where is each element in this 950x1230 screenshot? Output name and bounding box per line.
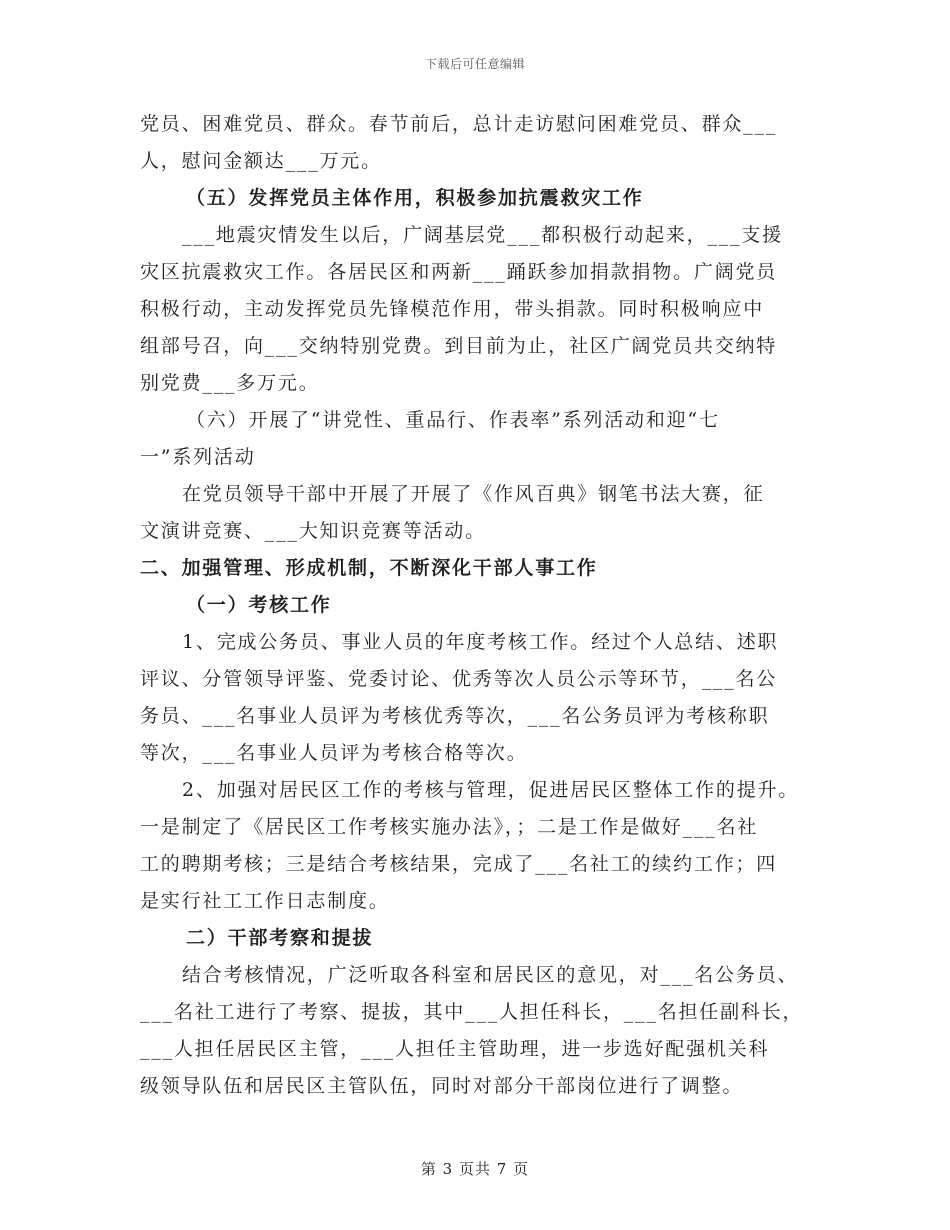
body-line: 是实行社工工作日志制度。 [140, 890, 390, 912]
body-line: ___人担任居民区主管，___人担任主管助理，进一步选好配强机关科 [140, 1038, 770, 1060]
paragraph-start: 结合考核情况，广泛听取各科室和居民区的意见，对___名公务员、 [182, 964, 799, 986]
body-line: 级领导队伍和居民区主管队伍，同时对部分干部岗位进行了调整。 [140, 1075, 744, 1097]
body-line: 评议、分管领导评鉴、党委讨论、优秀等次人员公示等环节，___名公 [140, 668, 778, 690]
body-line: 别党费___多万元。 [140, 372, 320, 394]
section-heading: 二）干部考察和提拔 [186, 927, 374, 949]
body-line: 组部号召，向___交纳特别党费。到目前为止，社区广阔党员共交纳特 [140, 335, 778, 357]
body-line: 灾区抗震救灾工作。各居民区和两新___踊跃参加捐款捐物。广阔党员 [140, 261, 778, 283]
section-heading: （六）开展了“讲党性、重品行、作表率”系列活动和迎“七 [186, 409, 720, 431]
section-heading: （一）考核工作 [186, 594, 332, 616]
body-line: ___名社工进行了考察、提拔，其中___人担任科长，___名担任副科长， [140, 1001, 804, 1023]
body-line: 党员、困难党员、群众。春节前后，总计走访慰问困难党员、群众___ [140, 113, 778, 135]
document-body [140, 106, 820, 1105]
paragraph-start: 在党员领导干部中开展了开展了《作风百典》钢笔书法大赛，征 [182, 483, 765, 505]
body-line: 一是制定了《居民区工作考核实施办法》，；二是工作是做好___名社 [140, 816, 759, 838]
paragraph-start: ___地震灾情发生以后，广阔基层党___都积极行动起来，___支援 [182, 224, 783, 246]
body-line: 文演讲竞赛、___大知识竞赛等活动。 [140, 520, 486, 542]
body-line: 务员、___名事业人员评为考核优秀等次，___名公务员评为考核称职 [140, 705, 770, 727]
section-heading: （五）发挥党员主体作用，积极参加抗震救灾工作 [186, 187, 644, 209]
body-line: 工的聘期考核；三是结合考核结果，完成了___名社工的续约工作；四 [140, 853, 778, 875]
body-line: 一”系列活动 [140, 446, 256, 468]
paragraph-start: 1、完成公务员、事业人员的年度考核工作。经过个人总结、述职 [182, 631, 779, 653]
body-line: 积极行动，主动发挥党员先锋模范作用，带头捐款。同时积极响应中 [140, 298, 765, 320]
body-line: 人，慰问金额达___万元。 [140, 150, 382, 172]
page-number: 第 3 页共 7 页 [420, 1160, 530, 1178]
body-line: 等次，___名事业人员评为考核合格等次。 [140, 742, 528, 764]
chapter-heading: 二、加强管理、形成机制，不断深化干部人事工作 [140, 557, 598, 579]
paragraph-start: 2、加强对居民区工作的考核与管理，促进居民区整体工作的提升。 [182, 779, 800, 801]
download-note: 下载后可任意编辑 [424, 57, 525, 71]
